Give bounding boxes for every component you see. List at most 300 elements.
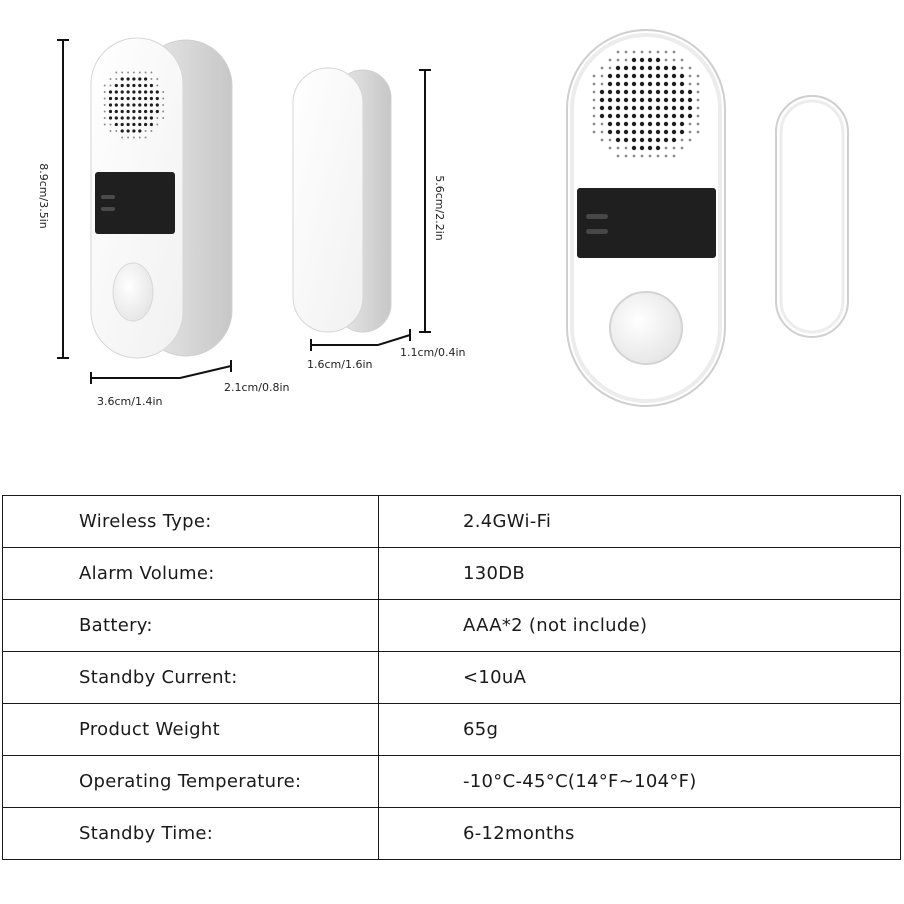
grille-dot <box>115 130 117 132</box>
grille-dot <box>656 98 660 102</box>
grille-dot <box>145 72 147 74</box>
grille-dot <box>664 74 668 78</box>
grille-dot <box>697 115 700 118</box>
sensor-depth-label: 1.1cm/0.4in <box>400 346 466 359</box>
spec-value: 2.4GWi-Fi <box>379 496 901 548</box>
grille-dot <box>665 59 668 62</box>
product-illustration <box>0 0 904 440</box>
grille-dot <box>616 74 620 78</box>
grille-dot <box>138 116 141 119</box>
table-row <box>3 600 901 652</box>
grille-dot <box>601 131 604 134</box>
grille-dot <box>121 90 124 93</box>
grille-dot <box>656 82 660 86</box>
grille-dot <box>150 84 153 87</box>
grille-dot <box>127 137 129 139</box>
grille-dot <box>665 51 668 54</box>
grille-dot <box>138 84 141 87</box>
grille-dot <box>138 103 141 106</box>
grille-dot <box>121 72 123 74</box>
spec-value: -10°C-45°C(14°F~104°F) <box>379 756 901 808</box>
grille-dot <box>632 138 636 142</box>
grille-dot <box>680 74 684 78</box>
grille-dot <box>656 146 660 150</box>
grille-dot <box>104 124 106 126</box>
grille-dot <box>600 90 604 94</box>
grille-dot <box>680 106 684 110</box>
grille-dot <box>656 74 660 78</box>
grille-dot <box>697 75 700 78</box>
grille-dot <box>697 83 700 86</box>
grille-dot <box>624 82 628 86</box>
grille-dot <box>632 90 636 94</box>
grille-dot <box>648 82 652 86</box>
grille-dot <box>632 58 636 62</box>
grille-dot <box>624 66 628 70</box>
grille-dot <box>104 117 106 119</box>
grille-dot <box>132 123 135 126</box>
grille-dot <box>617 147 620 150</box>
grille-dot <box>138 123 141 126</box>
grille-dot <box>115 110 118 113</box>
grille-dot <box>664 82 668 86</box>
sensor-width-label: 1.6cm/1.6in <box>307 358 373 371</box>
grille-dot <box>104 91 106 93</box>
grille-dot <box>673 155 676 158</box>
grille-dot <box>109 116 112 119</box>
grille-dot <box>162 98 164 100</box>
grille-dot <box>632 66 636 70</box>
grille-dot <box>680 130 684 134</box>
grille-dot <box>688 106 692 110</box>
grille-dot <box>601 75 604 78</box>
table-row <box>3 704 901 756</box>
spec-label: Product Weight <box>3 704 379 756</box>
grille-dot <box>144 90 147 93</box>
grille-dot <box>593 123 596 126</box>
grille-dot <box>689 123 692 126</box>
grille-dot <box>115 103 118 106</box>
sensor-height-label: 5.6cm/2.2in <box>433 175 446 241</box>
grille-dot <box>110 124 112 126</box>
grille-dot <box>648 130 652 134</box>
grille-dot <box>632 146 636 150</box>
grille-dot <box>648 90 652 94</box>
grille-dot <box>600 98 604 102</box>
grille-dot <box>145 137 147 139</box>
grille-dot <box>608 114 612 118</box>
grille-dot <box>156 110 159 113</box>
grille-dot <box>664 138 668 142</box>
grille-dot <box>593 91 596 94</box>
grille-dot <box>641 51 644 54</box>
grille-dot <box>127 77 130 80</box>
grille-dot <box>664 130 668 134</box>
grille-dot <box>608 106 612 110</box>
grille-dot <box>625 147 628 150</box>
grille-dot <box>104 111 106 113</box>
grille-dot <box>593 131 596 134</box>
grille-dot <box>672 114 676 118</box>
grille-dot <box>162 111 164 113</box>
grille-dot <box>139 137 141 139</box>
grille-dot <box>127 129 130 132</box>
grille-dot <box>617 59 620 62</box>
grille-dot <box>150 110 153 113</box>
grille-dot <box>132 116 135 119</box>
grille-dot <box>150 116 153 119</box>
grille-dot <box>121 123 124 126</box>
grille-dot <box>657 51 660 54</box>
grille-dot <box>132 84 135 87</box>
grille-dot <box>697 107 700 110</box>
grille-dot <box>616 90 620 94</box>
grille-dot <box>640 114 644 118</box>
grille-dot <box>672 82 676 86</box>
grille-dot <box>680 82 684 86</box>
grille-dot <box>616 98 620 102</box>
grille-dot <box>115 72 117 74</box>
grille-dot <box>664 98 668 102</box>
spec-label: Alarm Volume: <box>3 548 379 600</box>
grille-dot <box>649 155 652 158</box>
grille-dot <box>593 115 596 118</box>
grille-dot <box>609 147 612 150</box>
grille-dot <box>664 114 668 118</box>
grille-dot <box>600 114 604 118</box>
grille-dot <box>664 122 668 126</box>
grille-dot <box>156 117 158 119</box>
grille-dot <box>616 106 620 110</box>
grille-dot <box>624 122 628 126</box>
grille-dot <box>640 138 644 142</box>
grille-dot <box>127 97 130 100</box>
grille-dot <box>624 106 628 110</box>
grille-dot <box>616 130 620 134</box>
grille-dot <box>672 122 676 126</box>
grille-dot <box>156 78 158 80</box>
grille-dot <box>144 110 147 113</box>
grille-dot <box>648 98 652 102</box>
grille-dot <box>681 147 684 150</box>
grille-dot <box>138 110 141 113</box>
grille-dot <box>150 103 153 106</box>
grille-dot <box>115 78 117 80</box>
grille-dot <box>600 106 604 110</box>
grille-dot <box>672 66 676 70</box>
grille-dot <box>150 130 152 132</box>
grille-dot <box>697 99 700 102</box>
grille-dot <box>593 83 596 86</box>
grille-dot <box>672 90 676 94</box>
grille-dot <box>624 130 628 134</box>
grille-dot <box>133 72 135 74</box>
grille-dot <box>697 91 700 94</box>
grille-dot <box>632 82 636 86</box>
grille-dot <box>617 51 620 54</box>
spec-label: Standby Time: <box>3 808 379 860</box>
grille-dot <box>109 110 112 113</box>
spec-value: <10uA <box>379 652 901 704</box>
width-label: 3.6cm/1.4in <box>97 395 163 408</box>
grille-dot <box>656 138 660 142</box>
grille-dot <box>648 138 652 142</box>
grille-dot <box>689 75 692 78</box>
grille-dot <box>681 139 684 142</box>
grille-dot <box>689 139 692 142</box>
grille-dot <box>121 97 124 100</box>
grille-dot <box>616 114 620 118</box>
grille-dot <box>110 78 112 80</box>
grille-dot <box>625 51 628 54</box>
table-row <box>3 548 901 600</box>
grille-dot <box>648 106 652 110</box>
grille-dot <box>144 116 147 119</box>
grille-dot <box>609 67 612 70</box>
grille-dot <box>648 122 652 126</box>
grille-dot <box>640 82 644 86</box>
grille-dot <box>156 103 159 106</box>
grille-dot <box>625 155 628 158</box>
grille-dot <box>617 155 620 158</box>
grille-dot <box>632 106 636 110</box>
grille-dot <box>162 91 164 93</box>
grille-dot <box>132 97 135 100</box>
grille-dot <box>601 67 604 70</box>
grille-dot <box>680 122 684 126</box>
grille-dot <box>132 77 135 80</box>
grille-dot <box>656 106 660 110</box>
spec-label: Wireless Type: <box>3 496 379 548</box>
grille-dot <box>640 90 644 94</box>
grille-dot <box>656 130 660 134</box>
grille-dot <box>109 97 112 100</box>
grille-dot <box>657 155 660 158</box>
display-panel <box>577 188 716 258</box>
grille-dot <box>616 82 620 86</box>
grille-dot <box>132 129 135 132</box>
grille-dot <box>665 147 668 150</box>
grille-dot <box>144 97 147 100</box>
alarm-button <box>610 292 682 364</box>
grille-dot <box>616 138 620 142</box>
grille-dot <box>121 103 124 106</box>
grille-dot <box>115 90 118 93</box>
grille-dot <box>697 123 700 126</box>
grille-dot <box>608 90 612 94</box>
grille-dot <box>688 114 692 118</box>
grille-dot <box>127 116 130 119</box>
grille-dot <box>672 130 676 134</box>
door-sensor-angled <box>293 68 391 332</box>
display-panel <box>95 172 175 234</box>
grille-dot <box>608 130 612 134</box>
grille-dot <box>680 98 684 102</box>
grille-dot <box>121 110 124 113</box>
grille-dot <box>672 74 676 78</box>
grille-dot <box>121 129 124 132</box>
table-row <box>3 496 901 548</box>
grille-dot <box>150 123 153 126</box>
height-label: 8.9cm/3.5in <box>37 163 50 229</box>
grille-dot <box>121 137 123 139</box>
grille-dot <box>649 51 652 54</box>
grille-dot <box>680 90 684 94</box>
grille-dot <box>672 106 676 110</box>
grille-dot <box>104 98 106 100</box>
grille-dot <box>150 72 152 74</box>
spec-value: 130DB <box>379 548 901 600</box>
table-row <box>3 756 901 808</box>
grille-dot <box>633 155 636 158</box>
grille-dot <box>624 90 628 94</box>
grille-dot <box>593 107 596 110</box>
grille-dot <box>664 90 668 94</box>
grille-dot <box>640 74 644 78</box>
grille-dot <box>132 103 135 106</box>
grille-dot <box>162 104 164 106</box>
grille-dot <box>632 130 636 134</box>
grille-dot <box>609 59 612 62</box>
grille-dot <box>665 155 668 158</box>
grille-dot <box>641 155 644 158</box>
grille-dot <box>132 110 135 113</box>
grille-dot <box>664 66 668 70</box>
spec-label: Battery: <box>3 600 379 652</box>
grille-dot <box>127 72 129 74</box>
grille-dot <box>601 123 604 126</box>
grille-dot <box>127 110 130 113</box>
grille-dot <box>632 122 636 126</box>
grille-dot <box>648 114 652 118</box>
grille-dot <box>156 124 158 126</box>
grille-dot <box>688 98 692 102</box>
grille-dot <box>121 77 124 80</box>
grille-dot <box>656 90 660 94</box>
grille-dot <box>608 122 612 126</box>
alarm-unit-front <box>567 30 725 406</box>
grille-dot <box>121 116 124 119</box>
grille-dot <box>689 131 692 134</box>
grille-dot <box>681 59 684 62</box>
grille-dot <box>672 98 676 102</box>
grille-dot <box>139 72 141 74</box>
grille-dot <box>127 90 130 93</box>
grille-dot <box>150 90 153 93</box>
grille-dot <box>648 74 652 78</box>
grille-dot <box>115 116 118 119</box>
spec-table <box>2 495 901 860</box>
grille-dot <box>109 103 112 106</box>
alarm-button <box>113 263 153 321</box>
grille-dot <box>138 129 141 132</box>
grille-dot <box>110 130 112 132</box>
grille-dot <box>673 51 676 54</box>
depth-label: 2.1cm/0.8in <box>224 381 290 394</box>
grille-dot <box>673 147 676 150</box>
grille-dot <box>648 66 652 70</box>
grille-dot <box>632 114 636 118</box>
grille-dot <box>115 97 118 100</box>
grille-dot <box>624 114 628 118</box>
grille-dot <box>127 84 130 87</box>
grille-dot <box>127 103 130 106</box>
grille-dot <box>608 82 612 86</box>
grille-dot <box>138 97 141 100</box>
grille-dot <box>656 66 660 70</box>
grille-dot <box>133 137 135 139</box>
spec-value: AAA*2 (not include) <box>379 600 901 652</box>
grille-dot <box>162 117 164 119</box>
grille-dot <box>673 59 676 62</box>
table-row <box>3 652 901 704</box>
grille-dot <box>624 74 628 78</box>
grille-dot <box>601 139 604 142</box>
grille-dot <box>104 85 106 87</box>
door-sensor-front <box>776 96 848 337</box>
grille-dot <box>138 90 141 93</box>
grille-dot <box>656 122 660 126</box>
grille-dot <box>593 99 596 102</box>
spec-label: Standby Current: <box>3 652 379 704</box>
grille-dot <box>609 139 612 142</box>
grille-dot <box>138 77 141 80</box>
grille-dot <box>633 51 636 54</box>
grille-dot <box>150 78 152 80</box>
spec-value: 65g <box>379 704 901 756</box>
grille-dot <box>616 122 620 126</box>
grille-dot <box>115 84 118 87</box>
grille-dot <box>616 66 620 70</box>
alarm-unit-angled <box>91 38 232 358</box>
grille-dot <box>640 122 644 126</box>
grille-dot <box>648 58 652 62</box>
grille-dot <box>109 90 112 93</box>
grille-dot <box>132 90 135 93</box>
grille-dot <box>608 74 612 78</box>
grille-dot <box>656 114 660 118</box>
grille-dot <box>104 104 106 106</box>
grille-dot <box>144 84 147 87</box>
grille-dot <box>593 75 596 78</box>
grille-dot <box>640 98 644 102</box>
grille-dot <box>110 85 112 87</box>
spec-value: 6-12months <box>379 808 901 860</box>
grille-dot <box>664 106 668 110</box>
grille-dot <box>624 98 628 102</box>
grille-dot <box>624 138 628 142</box>
grille-dot <box>689 83 692 86</box>
grille-dot <box>144 77 147 80</box>
grille-dot <box>640 146 644 150</box>
grille-dot <box>601 83 604 86</box>
grille-dot <box>115 123 118 126</box>
grille-dot <box>127 123 130 126</box>
grille-dot <box>121 84 124 87</box>
grille-dot <box>640 66 644 70</box>
grille-dot <box>640 130 644 134</box>
grille-dot <box>680 114 684 118</box>
grille-dot <box>689 67 692 70</box>
table-row <box>3 808 901 860</box>
grille-dot <box>656 58 660 62</box>
grille-dot <box>672 138 676 142</box>
grille-dot <box>648 146 652 150</box>
grille-dot <box>625 59 628 62</box>
grille-dot <box>145 130 147 132</box>
spec-label: Operating Temperature: <box>3 756 379 808</box>
grille-dot <box>640 58 644 62</box>
